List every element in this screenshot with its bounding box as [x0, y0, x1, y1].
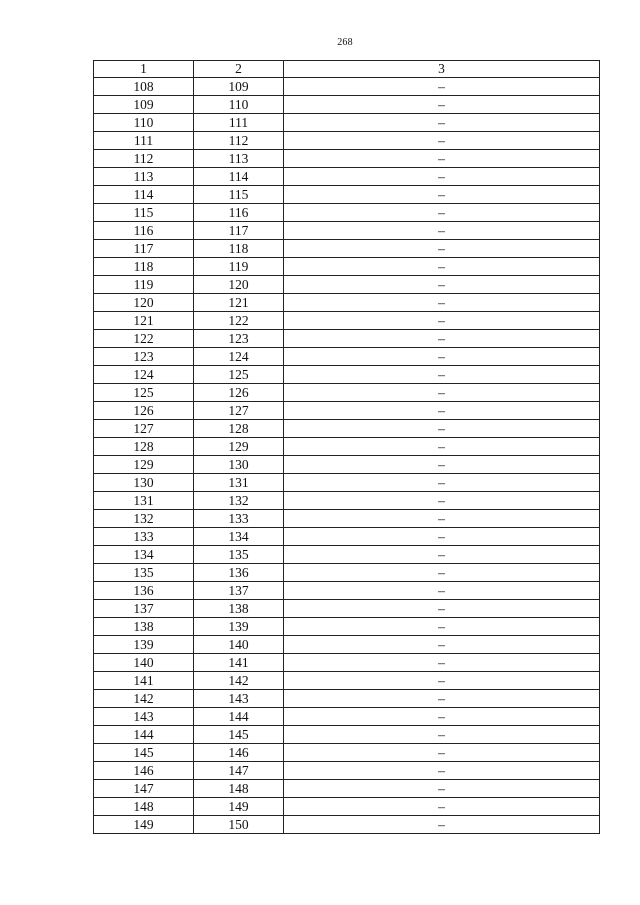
table-row — [94, 816, 600, 834]
table-row — [94, 582, 600, 600]
table-row — [94, 294, 600, 312]
table-row — [94, 546, 600, 564]
table-row — [94, 636, 600, 654]
table-cell-col-3: – — [284, 492, 600, 510]
table-cell-col-2: 135 — [194, 546, 284, 564]
table-cell-col-2: 115 — [194, 186, 284, 204]
table-row — [94, 690, 600, 708]
table-row — [94, 222, 600, 240]
table-cell-col-2: 149 — [194, 798, 284, 816]
table-row — [94, 114, 600, 132]
table-cell-col-2: 144 — [194, 708, 284, 726]
table-cell-col-3: – — [284, 384, 600, 402]
table-cell-col-2: 111 — [194, 114, 284, 132]
table-row — [94, 798, 600, 816]
column-header-2: 2 — [194, 61, 284, 78]
table-cell-col-1: 116 — [94, 222, 194, 240]
table-row — [94, 150, 600, 168]
table-cell-col-3: – — [284, 510, 600, 528]
table-cell-col-1: 123 — [94, 348, 194, 366]
table-cell-col-3: – — [284, 168, 600, 186]
table-row — [94, 654, 600, 672]
table-cell-col-1: 117 — [94, 240, 194, 258]
table-cell-col-2: 118 — [194, 240, 284, 258]
table-cell-col-1: 118 — [94, 258, 194, 276]
table-cell-col-3: – — [284, 582, 600, 600]
table-cell-col-1: 142 — [94, 690, 194, 708]
table-cell-col-3: – — [284, 78, 600, 96]
table-row — [94, 510, 600, 528]
table-row — [94, 528, 600, 546]
table-cell-col-3: – — [284, 672, 600, 690]
table-row — [94, 204, 600, 222]
table-cell-col-1: 147 — [94, 780, 194, 798]
table-cell-col-2: 131 — [194, 474, 284, 492]
table-cell-col-2: 125 — [194, 366, 284, 384]
table-cell-col-1: 132 — [94, 510, 194, 528]
table-cell-col-1: 119 — [94, 276, 194, 294]
table-cell-col-3: – — [284, 204, 600, 222]
table-cell-col-1: 129 — [94, 456, 194, 474]
table-cell-col-2: 140 — [194, 636, 284, 654]
table-cell-col-2: 109 — [194, 78, 284, 96]
table-cell-col-1: 136 — [94, 582, 194, 600]
table-cell-col-2: 126 — [194, 384, 284, 402]
table-cell-col-1: 138 — [94, 618, 194, 636]
table-cell-col-2: 143 — [194, 690, 284, 708]
table-cell-col-1: 109 — [94, 96, 194, 114]
table-cell-col-1: 145 — [94, 744, 194, 762]
table-cell-col-1: 127 — [94, 420, 194, 438]
table-row — [94, 762, 600, 780]
table-cell-col-3: – — [284, 744, 600, 762]
table-cell-col-2: 112 — [194, 132, 284, 150]
table-cell-col-3: – — [284, 528, 600, 546]
table-cell-col-3: – — [284, 312, 600, 330]
table-cell-col-2: 139 — [194, 618, 284, 636]
table-cell-col-1: 111 — [94, 132, 194, 150]
table-cell-col-2: 120 — [194, 276, 284, 294]
table-row — [94, 438, 600, 456]
table-row — [94, 330, 600, 348]
table-cell-col-2: 148 — [194, 780, 284, 798]
table-cell-col-1: 124 — [94, 366, 194, 384]
table-cell-col-2: 121 — [194, 294, 284, 312]
table-header-row — [94, 61, 600, 78]
table-cell-col-1: 112 — [94, 150, 194, 168]
table-cell-col-3: – — [284, 186, 600, 204]
table-cell-col-2: 123 — [194, 330, 284, 348]
table-cell-col-3: – — [284, 456, 600, 474]
table-cell-col-3: – — [284, 474, 600, 492]
table-cell-col-2: 113 — [194, 150, 284, 168]
table-cell-col-1: 144 — [94, 726, 194, 744]
table-cell-col-3: – — [284, 726, 600, 744]
table-cell-col-3: – — [284, 816, 600, 834]
table-cell-col-3: – — [284, 96, 600, 114]
table-cell-col-2: 147 — [194, 762, 284, 780]
table-cell-col-1: 128 — [94, 438, 194, 456]
table-cell-col-2: 124 — [194, 348, 284, 366]
table-cell-col-3: – — [284, 240, 600, 258]
table-cell-col-2: 142 — [194, 672, 284, 690]
table-cell-col-2: 134 — [194, 528, 284, 546]
table-cell-col-3: – — [284, 114, 600, 132]
table-cell-col-1: 137 — [94, 600, 194, 618]
table-cell-col-3: – — [284, 600, 600, 618]
table-row — [94, 456, 600, 474]
table-cell-col-2: 150 — [194, 816, 284, 834]
table-cell-col-1: 126 — [94, 402, 194, 420]
table-cell-col-3: – — [284, 636, 600, 654]
table-cell-col-2: 145 — [194, 726, 284, 744]
table-cell-col-2: 128 — [194, 420, 284, 438]
table-cell-col-3: – — [284, 402, 600, 420]
table-cell-col-1: 149 — [94, 816, 194, 834]
table-row — [94, 672, 600, 690]
table-row — [94, 258, 600, 276]
table-cell-col-2: 114 — [194, 168, 284, 186]
table-cell-col-3: – — [284, 222, 600, 240]
table-cell-col-2: 146 — [194, 744, 284, 762]
table-row — [94, 744, 600, 762]
table-row — [94, 240, 600, 258]
table-cell-col-3: – — [284, 276, 600, 294]
table-cell-col-2: 132 — [194, 492, 284, 510]
table-cell-col-3: – — [284, 618, 600, 636]
table-cell-col-1: 113 — [94, 168, 194, 186]
table-cell-col-3: – — [284, 258, 600, 276]
table-cell-col-2: 133 — [194, 510, 284, 528]
table-row — [94, 348, 600, 366]
table-cell-col-1: 120 — [94, 294, 194, 312]
table-cell-col-3: – — [284, 438, 600, 456]
table-cell-col-2: 130 — [194, 456, 284, 474]
page-number: 268 — [337, 37, 353, 48]
table-row — [94, 564, 600, 582]
table-cell-col-3: – — [284, 348, 600, 366]
table-cell-col-1: 140 — [94, 654, 194, 672]
table-cell-col-1: 125 — [94, 384, 194, 402]
table-cell-col-1: 134 — [94, 546, 194, 564]
table-cell-col-2: 137 — [194, 582, 284, 600]
column-header-1: 1 — [94, 61, 194, 78]
table-cell-col-2: 116 — [194, 204, 284, 222]
table-cell-col-2: 141 — [194, 654, 284, 672]
table-cell-col-3: – — [284, 420, 600, 438]
table-row — [94, 132, 600, 150]
table-row — [94, 312, 600, 330]
table-row — [94, 618, 600, 636]
table-cell-col-1: 143 — [94, 708, 194, 726]
table-cell-col-3: – — [284, 132, 600, 150]
table-cell-col-2: 136 — [194, 564, 284, 582]
table-cell-col-1: 148 — [94, 798, 194, 816]
table-cell-col-1: 131 — [94, 492, 194, 510]
table-cell-col-3: – — [284, 366, 600, 384]
table-cell-col-3: – — [284, 294, 600, 312]
table-row — [94, 96, 600, 114]
table-cell-col-1: 114 — [94, 186, 194, 204]
table-row — [94, 600, 600, 618]
table-cell-col-2: 122 — [194, 312, 284, 330]
table-row — [94, 168, 600, 186]
table-cell-col-1: 122 — [94, 330, 194, 348]
table-cell-col-3: – — [284, 762, 600, 780]
table-cell-col-3: – — [284, 150, 600, 168]
table-row — [94, 366, 600, 384]
table-cell-col-3: – — [284, 798, 600, 816]
table-cell-col-1: 135 — [94, 564, 194, 582]
table-row — [94, 780, 600, 798]
table-row — [94, 726, 600, 744]
table-cell-col-1: 139 — [94, 636, 194, 654]
table-row — [94, 708, 600, 726]
table-row — [94, 420, 600, 438]
table-cell-col-3: – — [284, 564, 600, 582]
table-row — [94, 78, 600, 96]
table-cell-col-3: – — [284, 708, 600, 726]
table-cell-col-1: 130 — [94, 474, 194, 492]
table-cell-col-3: – — [284, 690, 600, 708]
table-cell-col-1: 133 — [94, 528, 194, 546]
table-cell-col-2: 119 — [194, 258, 284, 276]
table-cell-col-1: 115 — [94, 204, 194, 222]
table-row — [94, 402, 600, 420]
table-cell-col-1: 146 — [94, 762, 194, 780]
table-row — [94, 186, 600, 204]
table-cell-col-3: – — [284, 654, 600, 672]
column-header-3: 3 — [284, 61, 600, 78]
table-row — [94, 492, 600, 510]
table-cell-col-2: 138 — [194, 600, 284, 618]
table-row — [94, 384, 600, 402]
table-body — [94, 78, 600, 834]
table-cell-col-1: 141 — [94, 672, 194, 690]
data-table — [93, 60, 600, 834]
table-row — [94, 276, 600, 294]
table-cell-col-2: 127 — [194, 402, 284, 420]
table-cell-col-3: – — [284, 546, 600, 564]
table-cell-col-2: 110 — [194, 96, 284, 114]
table-cell-col-2: 117 — [194, 222, 284, 240]
table-cell-col-3: – — [284, 330, 600, 348]
table-cell-col-1: 110 — [94, 114, 194, 132]
table-row — [94, 474, 600, 492]
table-cell-col-3: – — [284, 780, 600, 798]
table-cell-col-1: 121 — [94, 312, 194, 330]
table-cell-col-1: 108 — [94, 78, 194, 96]
table-cell-col-2: 129 — [194, 438, 284, 456]
